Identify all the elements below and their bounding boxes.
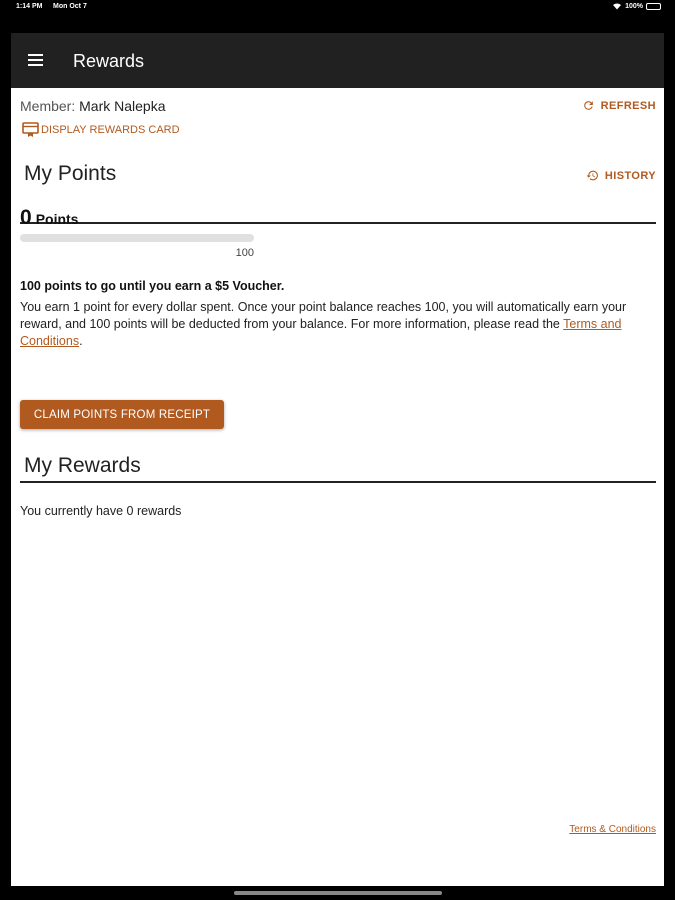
points-progress-bar [20,234,254,242]
points-divider [20,222,656,224]
page-title: Rewards [73,51,145,71]
terms-and-conditions-link[interactable]: Terms and Conditions [20,317,622,348]
member-prefix: Member: [20,98,76,114]
description-period: . [79,334,83,348]
history-button[interactable] [586,169,656,182]
progress-max-label: 100 [235,247,254,259]
member-line [20,98,166,114]
history-label: HISTORY [604,169,656,182]
battery-icon [646,3,661,10]
rewards-empty-text: You currently have 0 rewards [20,504,182,518]
refresh-icon [582,99,595,112]
points-label: Points [35,211,79,227]
claim-points-button[interactable]: CLAIM POINTS FROM RECEIPT [20,400,224,429]
wifi-icon [612,2,622,10]
card-icon [22,122,39,138]
status-right [612,2,661,10]
my-rewards-heading: My Rewards [24,454,141,477]
rewards-divider [20,481,656,483]
home-indicator [234,891,442,895]
battery-percent: 100% [625,2,643,10]
my-points-heading: My Points [24,162,117,185]
points-to-go-text: 100 points to go until you earn a $5 Voucher. [20,279,285,293]
app-window [11,33,664,886]
points-value: 0 [20,206,32,229]
footer-terms-link[interactable]: Terms & Conditions [569,824,656,835]
display-card-label: DISPLAY REWARDS CARD [41,124,180,136]
app-bar [11,33,664,88]
hamburger-menu-icon[interactable] [28,52,48,70]
refresh-button[interactable] [582,99,656,112]
status-date: Mon Oct 7 [53,3,87,10]
history-icon [586,169,599,182]
points-balance [20,206,78,230]
refresh-label: REFRESH [600,99,656,112]
display-rewards-card-button[interactable] [22,122,180,138]
points-description [20,299,656,350]
member-name: Mark Nalepka [79,98,166,114]
status-bar [0,0,675,14]
description-text: You earn 1 point for every dollar spent. Once your point balance reaches 100, you will automatically earn your reward, and 100 points will be deducted from your balance. For more information, please read the [20,300,627,331]
status-time: 1:14 PM [16,3,43,10]
